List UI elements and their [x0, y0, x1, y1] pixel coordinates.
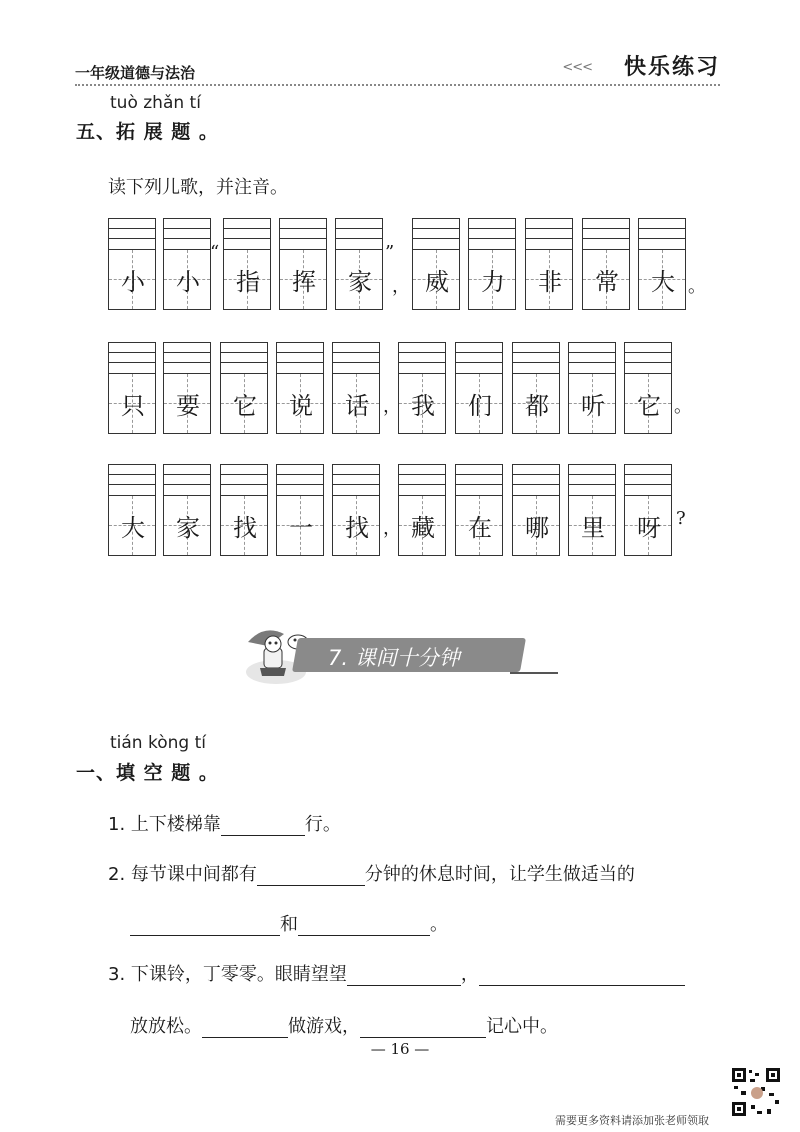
pinyin-line: [280, 238, 326, 239]
pinyin-line: [277, 474, 323, 475]
pinyin-line: [526, 228, 572, 229]
character-text: 只: [121, 392, 145, 420]
question-2: [108, 860, 635, 886]
char-box: [624, 464, 672, 556]
pinyin-line: [399, 474, 445, 475]
pinyin-writing-lines[interactable]: [276, 464, 324, 496]
char-box: [335, 218, 383, 310]
q2-text-d: 。: [430, 914, 448, 935]
character-text: 大: [651, 268, 675, 296]
char-box: [638, 218, 686, 310]
char-box: [163, 464, 211, 556]
pinyin-writing-lines[interactable]: [108, 218, 156, 250]
pinyin-writing-lines[interactable]: [398, 342, 446, 374]
character-cell: [412, 249, 460, 310]
character-cell: [455, 373, 503, 434]
q3-text-d: 做游戏，: [288, 1016, 360, 1037]
character-cell: [624, 373, 672, 434]
pinyin-writing-lines[interactable]: [220, 342, 268, 374]
page-number: — 16 —: [370, 1040, 430, 1058]
pinyin-line: [277, 484, 323, 485]
pinyin-writing-lines[interactable]: [624, 342, 672, 374]
q2-text-b: 分钟的休息时间，让学生做适当的: [364, 864, 635, 885]
character-text: 听: [581, 392, 605, 420]
pinyin-line: [456, 474, 502, 475]
pinyin-line: [109, 238, 155, 239]
q2-blank-1[interactable]: [257, 868, 365, 886]
header-divider: [75, 84, 720, 86]
header-title: 快乐练习: [623, 55, 720, 80]
punctuation-mark: ?: [676, 508, 686, 529]
pinyin-line: [280, 228, 326, 229]
pinyin-line: [164, 228, 210, 229]
pinyin-line: [639, 228, 685, 229]
character-text: 藏: [411, 514, 435, 542]
char-box: [163, 218, 211, 310]
q2-text-a: 2. 每节课中间都有: [108, 864, 257, 885]
char-box: [220, 342, 268, 434]
pinyin-line: [569, 352, 615, 353]
character-cell: [223, 249, 271, 310]
character-cell: [332, 373, 380, 434]
pinyin-line: [399, 484, 445, 485]
pinyin-writing-lines[interactable]: [220, 464, 268, 496]
pinyin-line: [224, 238, 270, 239]
pinyin-line: [469, 238, 515, 239]
pinyin-line: [336, 228, 382, 229]
char-box: [512, 342, 560, 434]
pinyin-writing-lines[interactable]: [108, 464, 156, 496]
char-box: [398, 464, 446, 556]
character-cell: [163, 373, 211, 434]
character-cell: [279, 249, 327, 310]
chevron-left-icon: <<<: [562, 60, 592, 75]
character-text: 要: [176, 392, 200, 420]
character-text: 指: [236, 268, 260, 296]
pinyin-writing-lines[interactable]: [108, 342, 156, 374]
punctuation-mark: 。: [688, 276, 706, 297]
character-cell: [108, 495, 156, 556]
character-text: 家: [348, 268, 372, 296]
character-text: 小: [121, 268, 145, 296]
pinyin-line: [513, 362, 559, 363]
pinyin-writing-lines[interactable]: [455, 464, 503, 496]
qr-code-icon: [731, 1067, 781, 1117]
pinyin-writing-lines[interactable]: [163, 464, 211, 496]
pinyin-line: [164, 362, 210, 363]
q1-text-a: 1. 上下楼梯靠: [108, 814, 221, 835]
character-text: 非: [538, 268, 562, 296]
pinyin-writing-lines[interactable]: [568, 464, 616, 496]
character-cell: [638, 249, 686, 310]
pinyin-line: [469, 228, 515, 229]
pinyin-writing-lines[interactable]: [332, 342, 380, 374]
pinyin-line: [164, 484, 210, 485]
pinyin-writing-lines[interactable]: [468, 218, 516, 250]
pinyin-line: [333, 352, 379, 353]
pinyin-writing-lines[interactable]: [455, 342, 503, 374]
pinyin-line: [625, 484, 671, 485]
q3-blank-1[interactable]: [347, 968, 461, 986]
character-text: 挥: [292, 268, 316, 296]
character-cell: [220, 373, 268, 434]
q3-blank-4[interactable]: [360, 1020, 486, 1038]
character-text: 它: [637, 392, 661, 420]
pinyin-writing-lines[interactable]: [398, 464, 446, 496]
character-text: 都: [525, 392, 549, 420]
character-cell: [525, 249, 573, 310]
punctuation-mark: 。: [674, 396, 692, 417]
pinyin-line: [221, 474, 267, 475]
pinyin-line: [277, 352, 323, 353]
character-cell: [398, 373, 446, 434]
pinyin-line: [277, 362, 323, 363]
pinyin-writing-lines[interactable]: [163, 342, 211, 374]
pinyin-line: [583, 228, 629, 229]
character-cell: [108, 373, 156, 434]
character-text: 话: [345, 392, 369, 420]
pinyin-line: [625, 474, 671, 475]
char-box: [412, 218, 460, 310]
lesson-banner: [240, 620, 558, 688]
pinyin-line: [109, 228, 155, 229]
character-text: 小: [176, 268, 200, 296]
character-text: 找: [345, 514, 369, 542]
pinyin-line: [333, 474, 379, 475]
q1-text-b: 行。: [304, 814, 341, 835]
pinyin-writing-lines[interactable]: [163, 218, 211, 250]
pinyin-line: [625, 352, 671, 353]
character-cell: [455, 495, 503, 556]
char-box: [223, 218, 271, 310]
pinyin-writing-lines[interactable]: [512, 342, 560, 374]
punctuation-mark: ，: [383, 396, 401, 417]
pinyin-line: [399, 352, 445, 353]
punctuation-mark: “: [210, 242, 220, 263]
character-text: 威: [425, 268, 449, 296]
character-cell: [332, 495, 380, 556]
pinyin-writing-lines[interactable]: [276, 342, 324, 374]
q3-blank-3[interactable]: [202, 1020, 288, 1038]
q2-text-c: 和: [280, 914, 298, 935]
character-text: 常: [595, 268, 619, 296]
character-text: 家: [176, 514, 200, 542]
char-box: [512, 464, 560, 556]
pinyin-line: [513, 352, 559, 353]
pinyin-writing-lines[interactable]: [335, 218, 383, 250]
pinyin-line: [513, 474, 559, 475]
pinyin-line: [413, 228, 459, 229]
section1-pinyin: tián kòng tí: [110, 733, 206, 753]
pinyin-writing-lines[interactable]: [568, 342, 616, 374]
punctuation-mark: ”: [385, 242, 395, 263]
pinyin-line: [569, 362, 615, 363]
pinyin-line: [333, 362, 379, 363]
page-header: [75, 40, 720, 84]
character-cell: [398, 495, 446, 556]
character-text: 哪: [525, 514, 549, 542]
char-box: [276, 342, 324, 434]
char-box: [582, 218, 630, 310]
punctuation-mark: ，: [392, 276, 410, 297]
pinyin-line: [109, 484, 155, 485]
q3-text-a: 3. 下课铃，丁零零。眼睛望望: [108, 964, 347, 985]
character-text: 呀: [637, 514, 661, 542]
character-cell: [512, 373, 560, 434]
q3-text-c: 放放松。: [130, 1016, 202, 1037]
character-text: 它: [233, 392, 257, 420]
character-cell: [163, 495, 211, 556]
character-cell: [276, 373, 324, 434]
punctuation-mark: ，: [383, 518, 401, 539]
char-box: [279, 218, 327, 310]
pinyin-line: [164, 474, 210, 475]
pinyin-line: [336, 238, 382, 239]
char-box: [163, 342, 211, 434]
pinyin-line: [583, 238, 629, 239]
pinyin-line: [399, 362, 445, 363]
char-box: [624, 342, 672, 434]
q3-text-b: ，: [460, 964, 479, 985]
char-box: [568, 464, 616, 556]
char-box: [332, 464, 380, 556]
char-box: [568, 342, 616, 434]
q2-blank-3[interactable]: [298, 918, 430, 936]
pinyin-writing-lines[interactable]: [525, 218, 573, 250]
subject-label: 一年级道德与法治: [75, 64, 196, 82]
pinyin-line: [456, 352, 502, 353]
pinyin-writing-lines[interactable]: [582, 218, 630, 250]
pinyin-line: [413, 238, 459, 239]
pinyin-line: [109, 362, 155, 363]
pinyin-line: [221, 484, 267, 485]
char-box: [276, 464, 324, 556]
character-cell: [335, 249, 383, 310]
question-3: [108, 960, 685, 986]
character-cell: [108, 249, 156, 310]
char-box: [525, 218, 573, 310]
character-cell: [220, 495, 268, 556]
char-box: [398, 342, 446, 434]
pinyin-writing-lines[interactable]: [332, 464, 380, 496]
character-text: 找: [233, 514, 257, 542]
char-box: [468, 218, 516, 310]
lesson-title: 7. 课间十分钟: [328, 646, 460, 670]
char-box: [332, 342, 380, 434]
question-2-cont: [130, 910, 448, 936]
character-text: 一: [289, 514, 313, 542]
pinyin-writing-lines[interactable]: [279, 218, 327, 250]
pinyin-writing-lines[interactable]: [412, 218, 460, 250]
character-text: 大: [121, 514, 145, 542]
section5-pinyin: tuò zhǎn tí: [110, 93, 201, 113]
pinyin-line: [164, 352, 210, 353]
character-cell: [582, 249, 630, 310]
pinyin-line: [526, 238, 572, 239]
character-cell: [163, 249, 211, 310]
pinyin-line: [221, 362, 267, 363]
q3-blank-2[interactable]: [479, 968, 685, 986]
char-box: [108, 464, 156, 556]
pinyin-line: [221, 352, 267, 353]
character-cell: [568, 373, 616, 434]
pinyin-writing-lines[interactable]: [512, 464, 560, 496]
character-text: 在: [468, 514, 492, 542]
pinyin-line: [569, 484, 615, 485]
pinyin-line: [456, 362, 502, 363]
char-box: [455, 342, 503, 434]
character-text: 力: [481, 268, 505, 296]
section1-title: 一、填 空 题 。: [76, 762, 219, 784]
pinyin-writing-lines[interactable]: [624, 464, 672, 496]
char-box: [108, 218, 156, 310]
character-text: 里: [581, 514, 605, 542]
pinyin-line: [224, 228, 270, 229]
question-3-cont: [130, 1012, 558, 1038]
section5-title: 五、拓 展 题 。: [76, 121, 219, 143]
q2-blank-2[interactable]: [130, 918, 280, 936]
character-cell: [512, 495, 560, 556]
question-1: [108, 810, 341, 836]
pinyin-line: [625, 362, 671, 363]
pinyin-line: [569, 474, 615, 475]
pinyin-writing-lines[interactable]: [638, 218, 686, 250]
pinyin-line: [456, 484, 502, 485]
pinyin-writing-lines[interactable]: [223, 218, 271, 250]
pinyin-line: [333, 484, 379, 485]
character-cell: [624, 495, 672, 556]
section5-instruction: 读下列儿歌，并注音。: [108, 177, 288, 198]
pinyin-line: [109, 474, 155, 475]
character-cell: [568, 495, 616, 556]
character-cell: [276, 495, 324, 556]
char-box: [220, 464, 268, 556]
pinyin-line: [109, 352, 155, 353]
pinyin-line: [164, 238, 210, 239]
character-text: 说: [289, 392, 313, 420]
banner-underline: [510, 672, 558, 674]
character-text: 我: [411, 392, 435, 420]
footer-note: 需要更多资料请添加张老师领取: [555, 1114, 709, 1127]
char-box: [108, 342, 156, 434]
character-text: 们: [468, 392, 492, 420]
character-cell: [468, 249, 516, 310]
q3-text-e: 记心中。: [486, 1016, 558, 1037]
q1-blank[interactable]: [221, 818, 305, 836]
pinyin-line: [639, 238, 685, 239]
pinyin-line: [513, 484, 559, 485]
char-box: [455, 464, 503, 556]
